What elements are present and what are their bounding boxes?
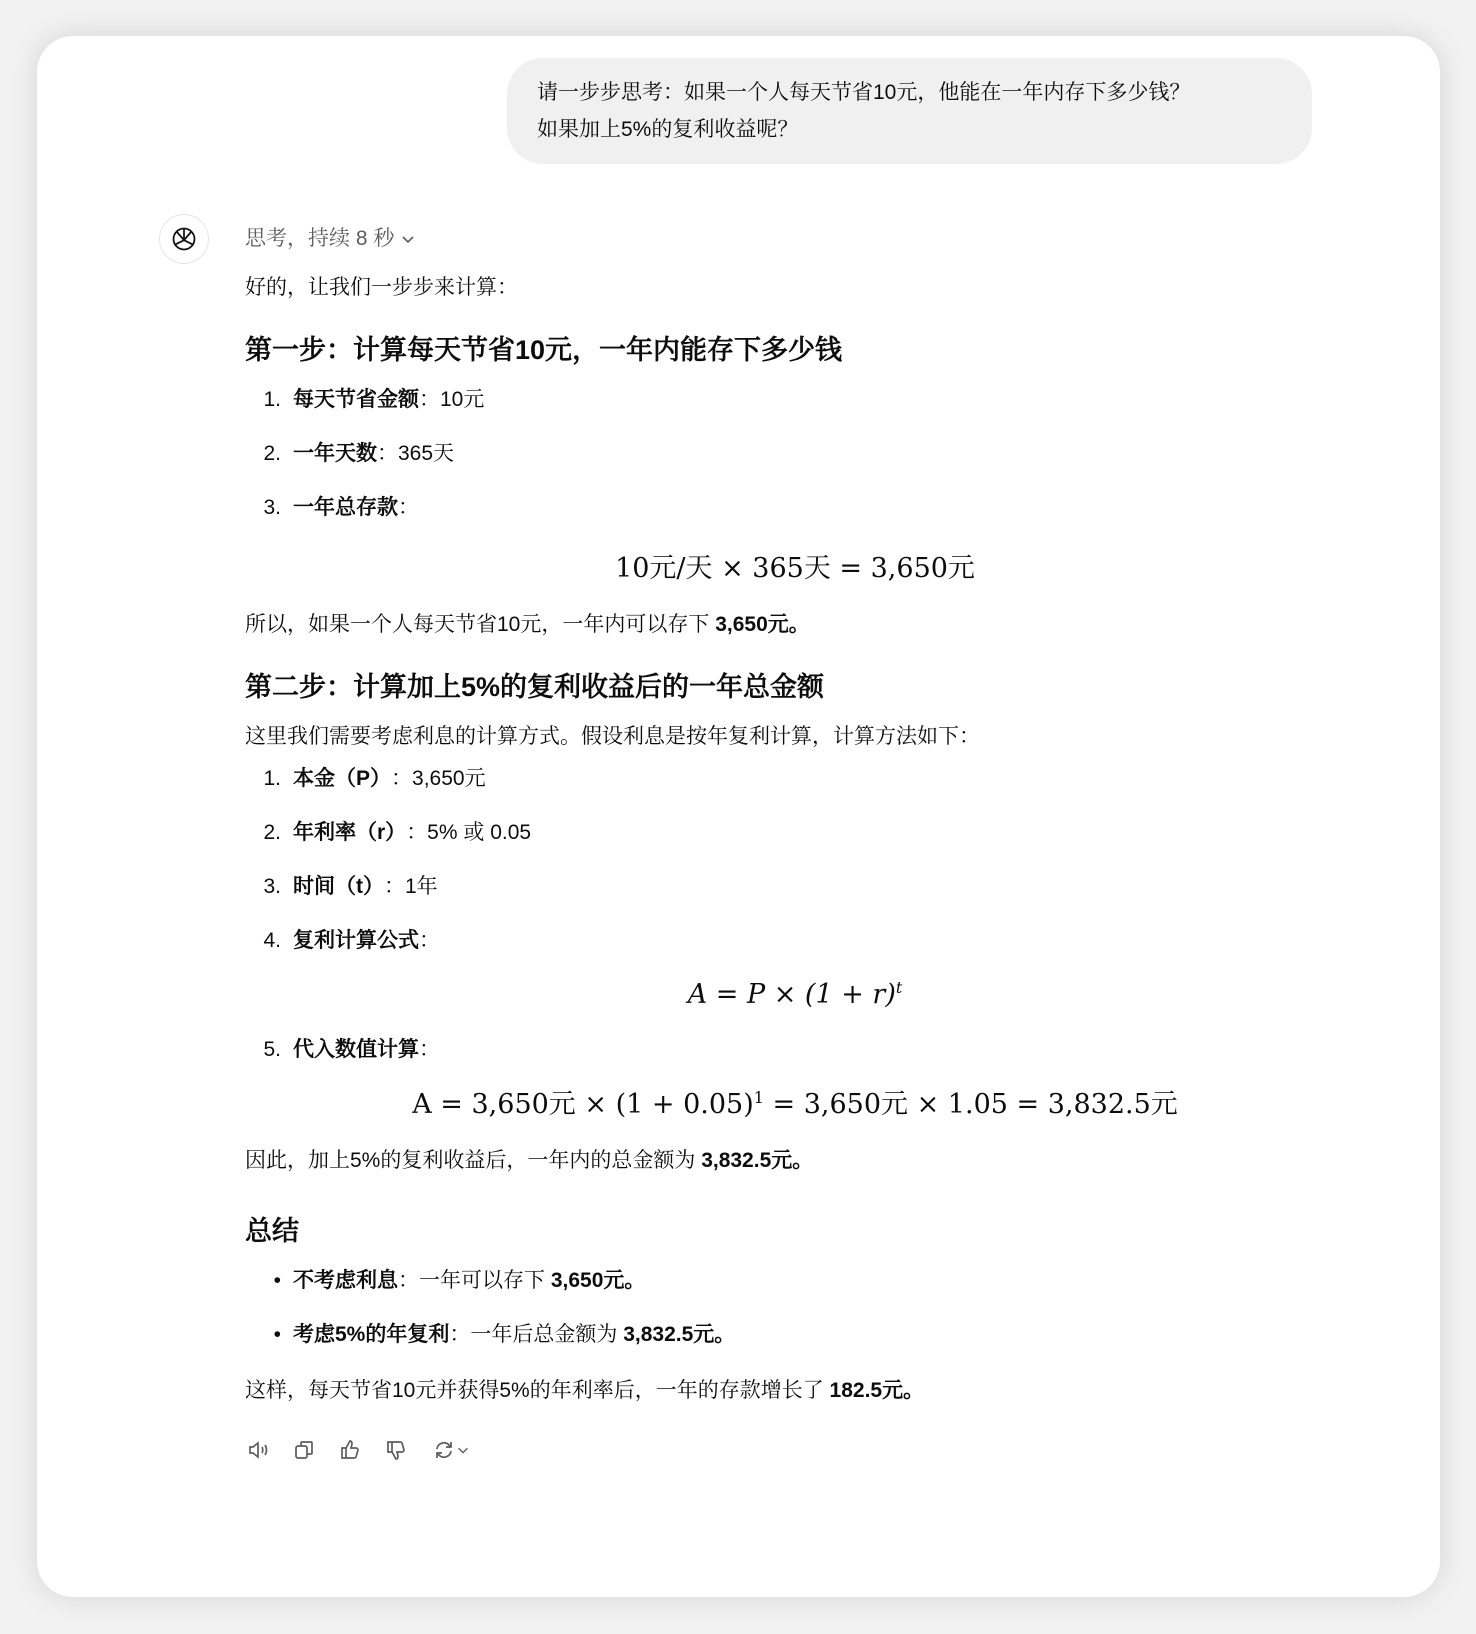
formula-substituted	[245, 1082, 1345, 1121]
step2-heading: 第二步：计算加上5%的复利收益后的一年总金额	[245, 672, 825, 702]
summary-list	[245, 1265, 1345, 1351]
bold-text: 3,832.5元。	[623, 1323, 736, 1346]
step1-list	[245, 384, 1345, 524]
text: 因此，加上5%的复利收益后，一年内的总金额为	[245, 1149, 702, 1172]
item-number: 4.	[263, 929, 281, 952]
formula-total-savings: 10元/天 × 365天 = 3,650元	[615, 553, 975, 584]
bold-text: 3,650元。	[550, 1269, 646, 1292]
intro-text: 好的，让我们一步步来计算：	[245, 276, 518, 299]
item-number: 2.	[263, 442, 281, 465]
text: 所以，如果一个人每天节省10元，一年内可以存下	[245, 613, 716, 636]
step2-intro: 这里我们需要考虑利息的计算方式。假设利息是按年复利计算，计算方法如下：	[245, 725, 980, 748]
list-item	[245, 384, 1345, 416]
list-item	[245, 1319, 1345, 1351]
openai-logo-icon	[170, 225, 198, 253]
item-number: 1.	[263, 388, 281, 411]
copy-icon[interactable]	[291, 1437, 317, 1463]
item-value: ：10元	[419, 388, 485, 411]
user-message-line: 如果加上5%的复利收益呢？	[537, 118, 799, 141]
item-label: 代入数值计算	[293, 1038, 419, 1061]
formula-text: A = P × (1 + r)	[687, 979, 896, 1010]
item-value: ：365天	[377, 442, 455, 465]
formula-compound	[245, 973, 1345, 1010]
formula-text: = 3,650元 × 1.05 = 3,832.5元	[763, 1089, 1178, 1120]
list-item	[245, 1034, 1345, 1066]
read-aloud-icon[interactable]	[245, 1437, 271, 1463]
list-item	[245, 817, 1345, 849]
item-label: 时间（t）	[293, 875, 384, 898]
list-item	[245, 1265, 1345, 1297]
formula-exponent: 1	[753, 1088, 764, 1107]
final-text	[245, 1375, 1345, 1407]
list-item	[245, 438, 1345, 470]
step2-list-cont	[245, 1034, 1345, 1066]
item-label: 复利计算公式	[293, 929, 419, 952]
formula-exponent: t	[895, 978, 903, 997]
item-label: 本金（P）	[293, 767, 392, 790]
list-item	[245, 871, 1345, 903]
thumbs-up-icon[interactable]	[337, 1437, 363, 1463]
bold-text: 182.5元。	[829, 1379, 925, 1402]
message-actions	[245, 1437, 1345, 1463]
item-label: 考虑5%的年复利	[293, 1323, 450, 1346]
item-label: 一年天数	[293, 442, 377, 465]
step2-conclusion	[245, 1145, 1345, 1177]
item-number: 3.	[263, 496, 281, 519]
bold-text: 3,650元。	[715, 613, 810, 636]
item-text: ：一年后总金额为	[449, 1323, 624, 1346]
bold-text: 3,832.5元。	[701, 1149, 814, 1172]
text: 这样，每天节省10元并获得5%的年利率后，一年的存款增长了	[245, 1379, 830, 1402]
bullet-icon: •	[273, 1269, 281, 1292]
user-message-line: 请一步步思考：如果一个人每天节省10元，他能在一年内存下多少钱？	[537, 81, 1191, 104]
item-label: 不考虑利息	[293, 1269, 398, 1292]
list-item	[245, 492, 1345, 524]
assistant-avatar	[159, 214, 209, 264]
item-value: ：5% 或 0.05	[406, 821, 532, 844]
item-label: 年利率（r）	[293, 821, 407, 844]
thumbs-down-icon[interactable]	[383, 1437, 409, 1463]
item-value: ：1年	[384, 875, 438, 898]
summary-heading: 总结	[245, 1216, 299, 1246]
chevron-down-icon	[456, 1443, 470, 1457]
item-label: 每天节省金额	[293, 388, 419, 411]
formula-text: A = 3,650元 × (1 + 0.05)	[412, 1089, 754, 1120]
bullet-icon: •	[273, 1323, 281, 1346]
step1-conclusion	[245, 609, 1345, 641]
thought-toggle[interactable]	[245, 216, 1345, 262]
chat-card	[37, 36, 1440, 1597]
step1-heading: 第一步：计算每天节省10元，一年内能存下多少钱	[245, 335, 843, 365]
item-text: ：一年可以存下	[398, 1269, 551, 1292]
chevron-down-icon	[400, 231, 416, 247]
item-label: 一年总存款	[293, 496, 398, 519]
item-value: ：	[419, 929, 440, 952]
item-value: ：	[398, 496, 419, 519]
regenerate-icon[interactable]	[429, 1437, 473, 1463]
item-value: ：	[419, 1038, 440, 1061]
list-item	[245, 925, 1345, 957]
thought-label: 思考，持续 8 秒	[245, 227, 395, 250]
item-number: 2.	[263, 821, 281, 844]
step2-list	[245, 763, 1345, 957]
item-number: 3.	[263, 875, 281, 898]
item-number: 1.	[263, 767, 281, 790]
user-message	[507, 58, 1312, 164]
list-item	[245, 763, 1345, 795]
item-value: ：3,650元	[391, 767, 486, 790]
item-number: 5.	[263, 1038, 281, 1061]
